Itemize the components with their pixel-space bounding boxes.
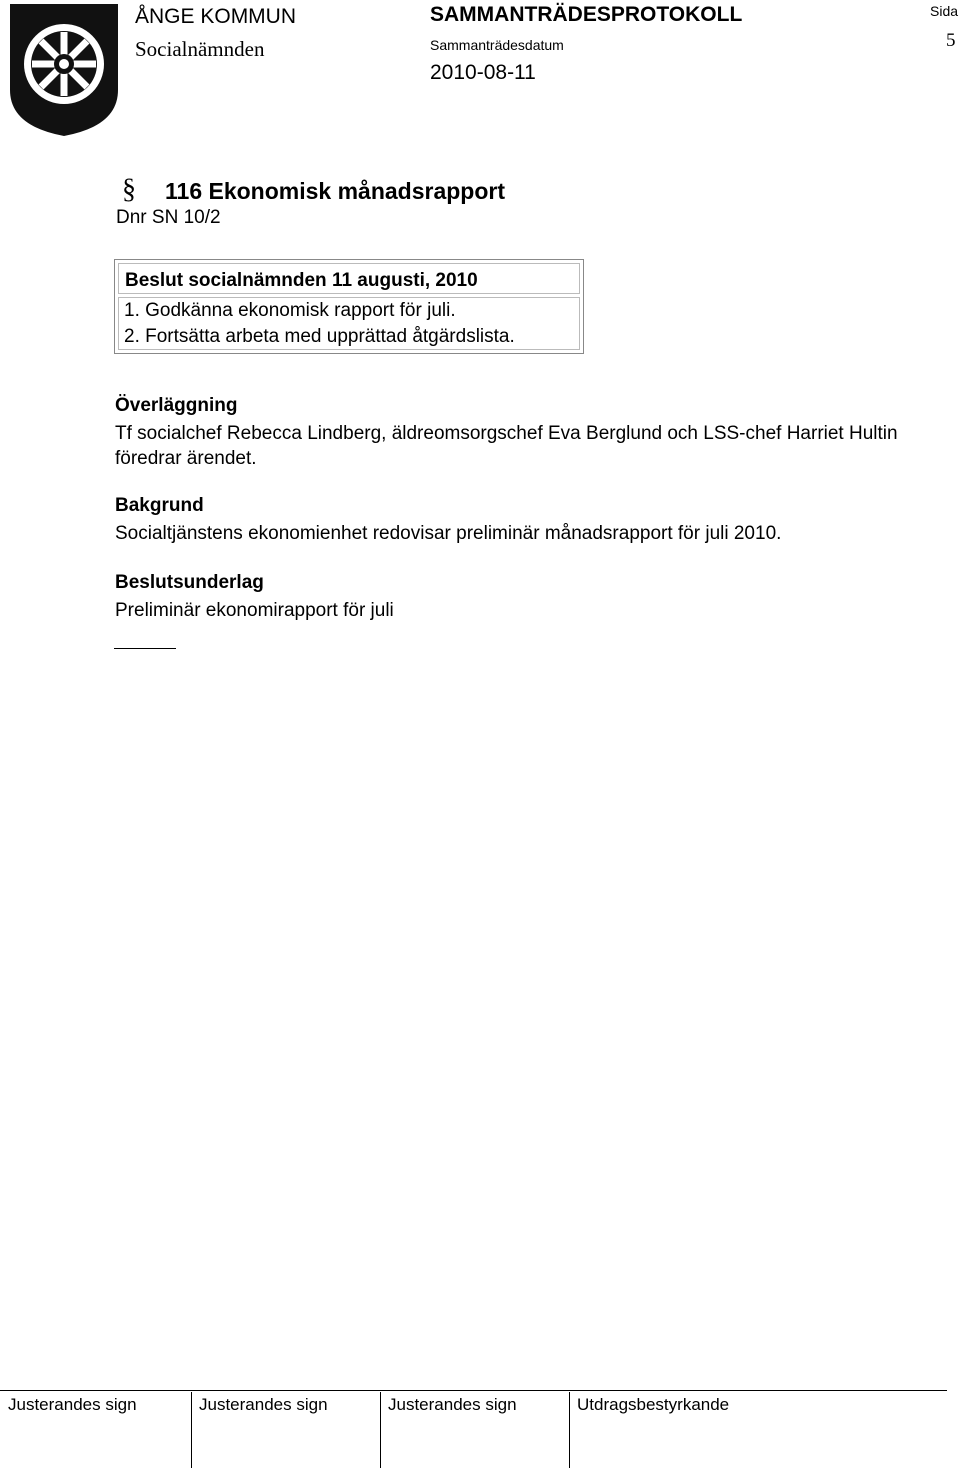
decision-items-cell bbox=[118, 297, 580, 350]
section-title: 116 Ekonomisk månadsrapport bbox=[165, 178, 506, 204]
background-heading: Bakgrund bbox=[115, 495, 204, 516]
footer-divider bbox=[569, 1392, 570, 1468]
footer-divider bbox=[191, 1392, 192, 1468]
basis-text: Preliminär ekonomirapport för juli bbox=[115, 600, 394, 621]
meeting-date-label: Sammanträdesdatum bbox=[430, 37, 564, 53]
decision-box bbox=[114, 259, 584, 354]
decision-heading-cell bbox=[118, 263, 580, 294]
section-sign: § bbox=[122, 174, 136, 205]
deliberation-text: Tf socialchef Rebecca Lindberg, äldreomsorgschef Eva Berglund och LSS-chef Harriet Hultin föredrar ärendet. bbox=[115, 423, 898, 469]
footer-rule bbox=[0, 1390, 947, 1391]
footer-signature-cell bbox=[191, 1392, 381, 1468]
decision-item: 2. Fortsätta arbeta med upprättad åtgärdslista. bbox=[124, 326, 515, 347]
deliberation-heading: Överläggning bbox=[115, 395, 238, 416]
ange-kommun-crest-logo bbox=[8, 2, 120, 138]
footer-divider bbox=[380, 1392, 381, 1468]
case-number: Dnr SN 10/2 bbox=[116, 207, 221, 228]
document-title: SAMMANTRÄDESPROTOKOLL bbox=[430, 3, 743, 26]
basis-heading: Beslutsunderlag bbox=[115, 572, 264, 593]
background-text: Socialtjänstens ekonomienhet redovisar preliminär månadsrapport för juli 2010. bbox=[115, 523, 782, 544]
decision-item: 1. Godkänna ekonomisk rapport för juli. bbox=[124, 300, 456, 321]
footer-certification-cell bbox=[569, 1392, 947, 1468]
page-label: Sida bbox=[930, 3, 959, 19]
footer-certification-label: Utdragsbestyrkande bbox=[577, 1395, 730, 1414]
footer-signature-label: Justerandes sign bbox=[388, 1395, 517, 1414]
decision-heading: Beslut socialnämnden 11 augusti, 2010 bbox=[125, 270, 478, 291]
organization-name: ÅNGE KOMMUN bbox=[135, 5, 297, 28]
footer-signature-cell bbox=[0, 1392, 192, 1468]
footer-signature-cell bbox=[380, 1392, 570, 1468]
committee-name: Socialnämnden bbox=[135, 37, 265, 61]
footer-signature-label: Justerandes sign bbox=[199, 1395, 328, 1414]
footer-signature-label: Justerandes sign bbox=[8, 1395, 137, 1414]
page-number: 5 bbox=[946, 30, 956, 51]
meeting-date-value: 2010-08-11 bbox=[430, 61, 536, 84]
end-rule bbox=[114, 648, 176, 649]
